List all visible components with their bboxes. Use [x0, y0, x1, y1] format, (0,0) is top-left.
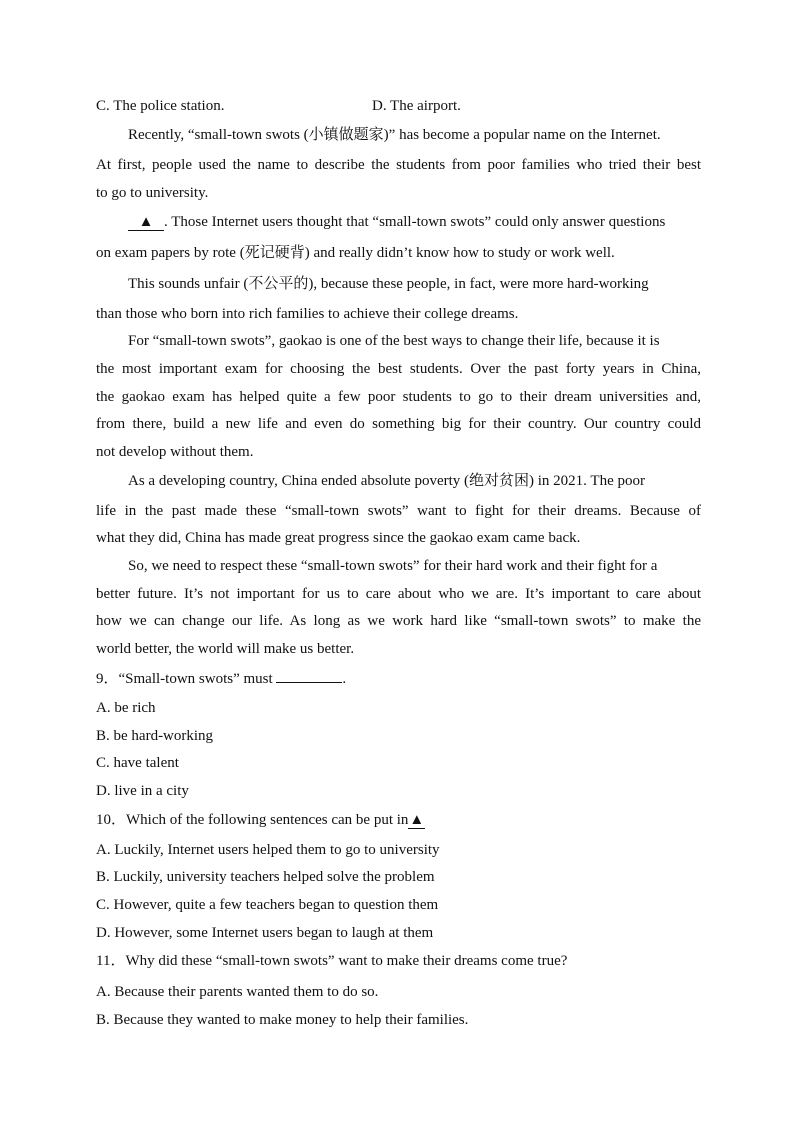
question-10-stem [96, 810, 425, 830]
passage-line: how we can change our life. As long as we work hard like “small-town swots” to make the [96, 613, 701, 629]
passage-line: the most important exam for choosing the best students. Over the past forty years in China, [96, 361, 701, 377]
question-10-option-a[interactable]: A. Luckily, Internet users helped them to go to university [96, 842, 440, 858]
question-text: 9．“Small-town swots” must [96, 671, 273, 687]
answer-blank[interactable] [276, 668, 342, 683]
passage-line: Recently, “small-town swots (小镇做题家)” has become a popular name on the Internet. [128, 127, 661, 143]
question-10-option-b[interactable]: B. Luckily, university teachers helped solve the problem [96, 869, 435, 885]
passage-line: So, we need to respect these “small-town swots” for their hard work and their fight for a [128, 558, 658, 574]
passage-line: than those who born into rich families to achieve their college dreams. [96, 306, 519, 322]
question-11-stem: 11．Why did these “small-town swots” want to make their dreams come true? [96, 953, 568, 969]
question-10-option-d[interactable]: D. However, some Internet users began to laugh at them [96, 925, 434, 941]
passage-line: what they did, China has made great progress since the gaokao exam came back. [96, 530, 581, 546]
passage-line: on exam papers by rote (死记硬背) and really didn’t know how to study or work well. [96, 245, 615, 261]
passage-line: to go to university. [96, 185, 209, 201]
passage-line: For “small-town swots”, gaokao is one of the best ways to change their life, because it is [128, 333, 660, 349]
passage-line: At first, people used the name to describe the students from poor families who tried their best [96, 157, 701, 173]
prev-option-d: D. The airport. [372, 98, 461, 114]
passage-line: from there, build a new life and even do something big for their country. Our country could [96, 416, 701, 432]
question-9-option-d[interactable]: D. live in a city [96, 783, 189, 799]
question-9-option-c[interactable]: C. have talent [96, 755, 179, 771]
question-11-option-b[interactable]: B. Because they wanted to make money to help their families. [96, 1012, 469, 1028]
blank-marker: ▲ [128, 214, 164, 231]
passage-line-with-blank [128, 212, 665, 232]
question-9-option-a[interactable]: A. be rich [96, 700, 156, 716]
passage-line: not develop without them. [96, 444, 254, 460]
passage-line: This sounds unfair (不公平的), because these people, in fact, were more hard-working [128, 276, 649, 292]
question-9-option-b[interactable]: B. be hard-working [96, 728, 214, 744]
passage-line: better future. It’s not important for us to care about who we are. It’s important to care about [96, 586, 701, 602]
prev-option-c: C. The police station. [96, 98, 225, 114]
passage-line: world better, the world will make us better. [96, 641, 355, 657]
question-10-option-c[interactable]: C. However, quite a few teachers began to question them [96, 897, 439, 913]
question-text: 10．Which of the following sentences can be put in [96, 812, 409, 828]
passage-line: the gaokao exam has helped quite a few poor students to go to their dream universities and, [96, 389, 701, 405]
question-11-option-a[interactable]: A. Because their parents wanted them to do so. [96, 984, 379, 1000]
passage-line: life in the past made these “small-town swots” want to fight for their dreams. Because of [96, 503, 701, 519]
blank-marker: ▲ [409, 812, 425, 828]
question-9-stem [96, 668, 346, 689]
question-end: . [342, 671, 347, 687]
passage-line: As a developing country, China ended absolute poverty (绝对贫困) in 2021. The poor [128, 473, 645, 489]
passage-text: . Those Internet users thought that “small-town swots” could only answer questions [164, 214, 666, 230]
